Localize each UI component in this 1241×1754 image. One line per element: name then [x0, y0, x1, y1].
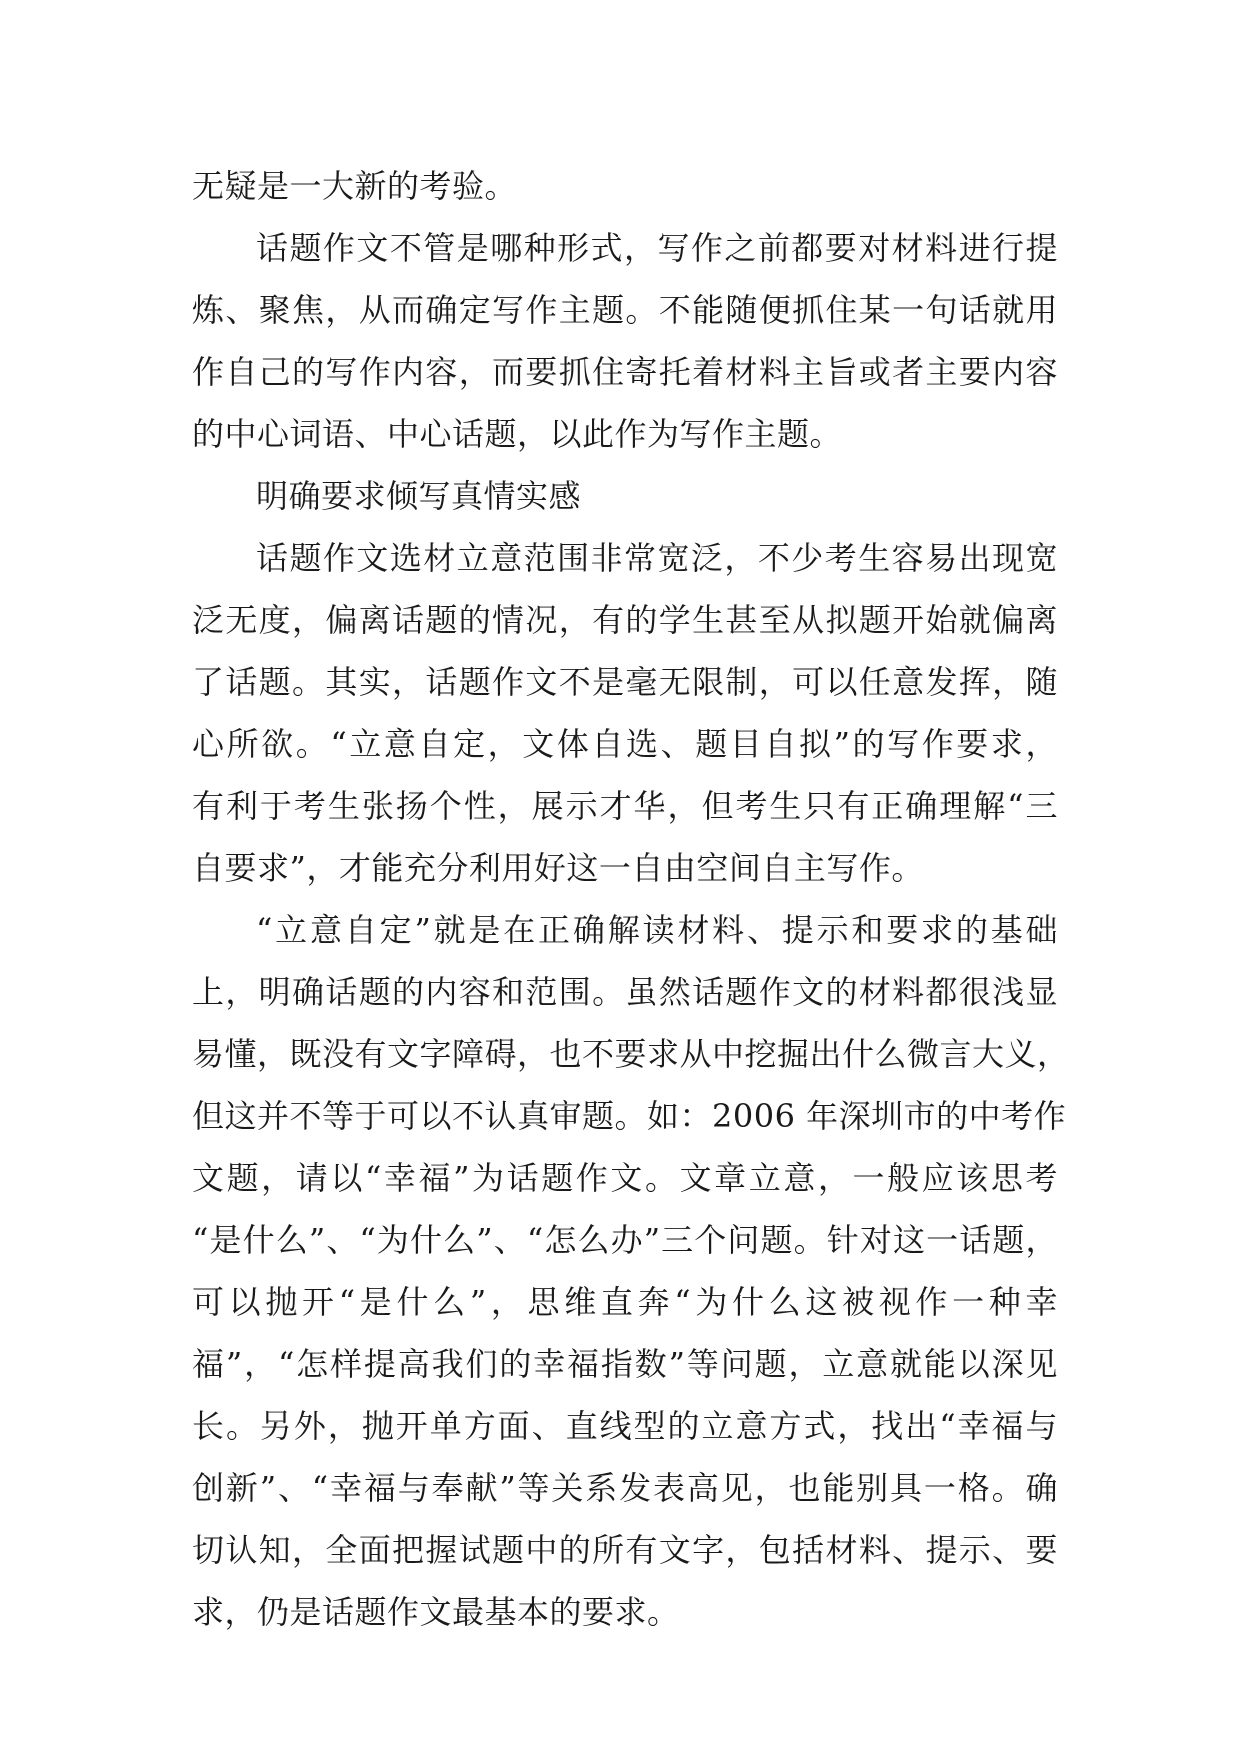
text-line: 了话题。其实，话题作文不是毫无限制，可以任意发挥，随 — [192, 663, 1058, 701]
text-line: 无疑是一大新的考验。 — [192, 167, 518, 205]
text-line: 但这并不等于可以不认真审题。如：2006 年深圳市的中考作 — [192, 1097, 1067, 1135]
text-line: “是什么”、“为什么”、“怎么办”三个问题。针对这一话题， — [192, 1221, 1058, 1259]
section-heading: 明确要求倾写真情实感 — [256, 477, 582, 515]
text-line: 炼、聚焦，从而确定写作主题。不能随便抓住某一句话就用 — [192, 291, 1058, 329]
text-line: 有利于考生张扬个性，展示才华，但考生只有正确理解“三 — [192, 787, 1058, 825]
text-line: 自要求”，才能充分利用好这一自由空间自主写作。 — [192, 849, 924, 887]
text-line: 切认知，全面把握试题中的所有文字，包括材料、提示、要 — [192, 1531, 1058, 1569]
text-line: 创新”、“幸福与奉献”等关系发表高见，也能别具一格。确 — [192, 1469, 1058, 1507]
text-line: 的中心词语、中心话题，以此作为写作主题。 — [192, 415, 843, 453]
text-line: 长。另外，抛开单方面、直线型的立意方式，找出“幸福与 — [192, 1407, 1058, 1445]
text-line: “立意自定”就是在正确解读材料、提示和要求的基础 — [256, 911, 1058, 949]
text-line: 文题，请以“幸福”为话题作文。文章立意，一般应该思考 — [192, 1159, 1058, 1197]
text-line: 话题作文不管是哪种形式，写作之前都要对材料进行提 — [256, 229, 1058, 267]
text-line: 福”，“怎样提高我们的幸福指数”等问题，立意就能以深见 — [192, 1345, 1058, 1383]
text-line: 心所欲。“立意自定，文体自选、题目自拟”的写作要求， — [192, 725, 1058, 763]
text-line: 话题作文选材立意范围非常宽泛，不少考生容易出现宽 — [256, 539, 1058, 577]
article-body — [192, 155, 1070, 1643]
text-line: 泛无度，偏离话题的情况，有的学生甚至从拟题开始就偏离 — [192, 601, 1058, 639]
text-line: 上，明确话题的内容和范围。虽然话题作文的材料都很浅显 — [192, 973, 1058, 1011]
text-line: 易懂，既没有文字障碍，也不要求从中挖掘出什么微言大义， — [192, 1035, 1070, 1073]
text-line: 可以抛开“是什么”，思维直奔“为什么这被视作一种幸 — [192, 1283, 1058, 1321]
text-line: 求，仍是话题作文最基本的要求。 — [192, 1593, 680, 1631]
text-line: 作自己的写作内容，而要抓住寄托着材料主旨或者主要内容 — [192, 353, 1058, 391]
